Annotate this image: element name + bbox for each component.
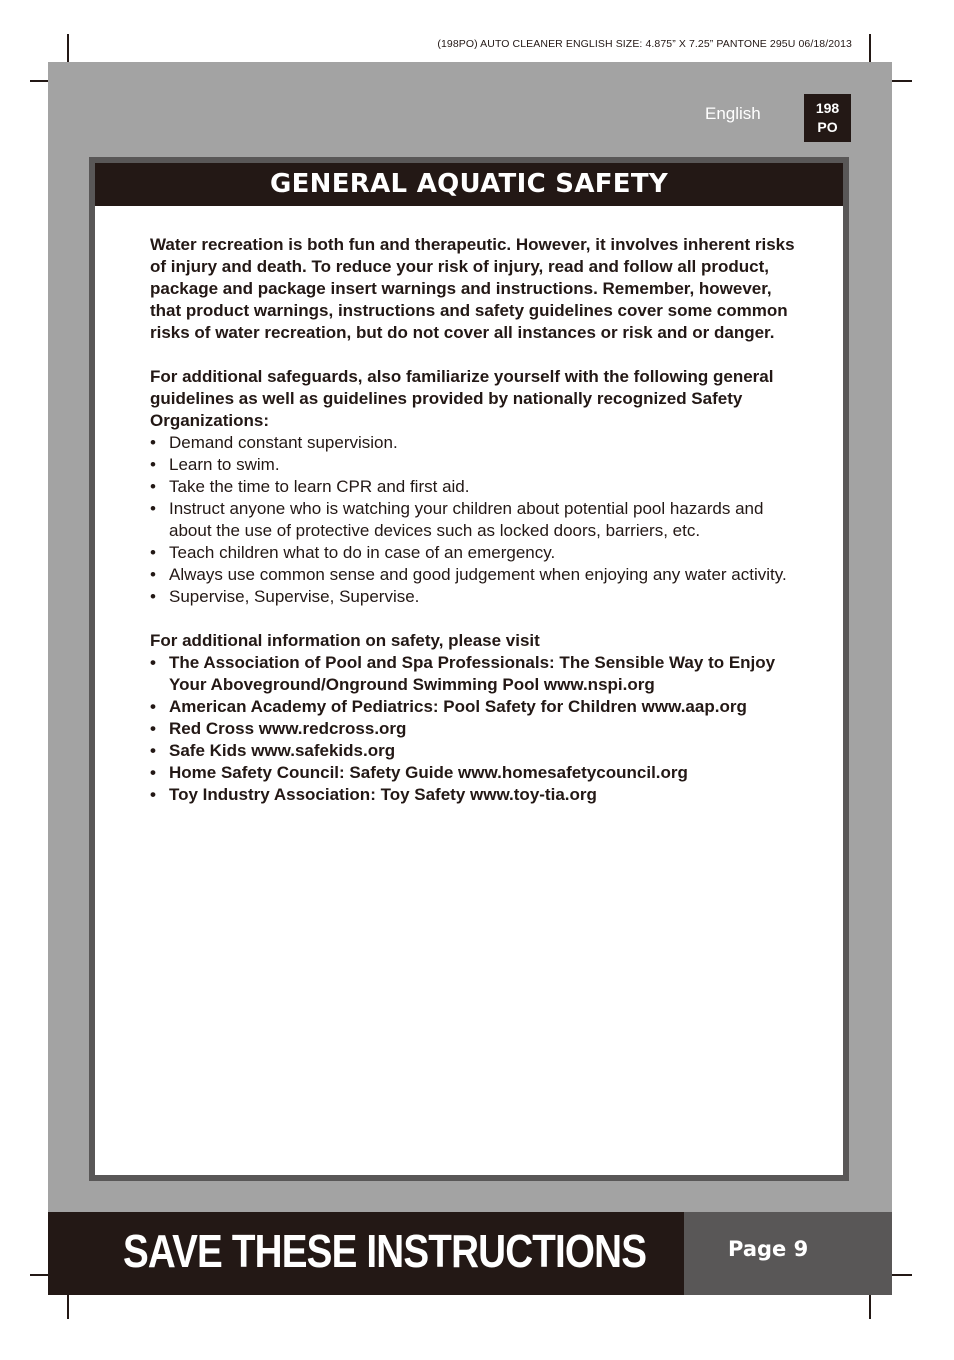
crop-mark xyxy=(30,1274,48,1276)
section-title: GENERAL AQUATIC SAFETY xyxy=(95,163,843,206)
list-item: • Teach children what to do in case of an emergency. xyxy=(150,542,800,564)
crop-mark xyxy=(67,1295,69,1319)
language-label: English xyxy=(705,104,761,123)
model-code-top: 198 xyxy=(815,100,840,116)
list-item: • Instruct anyone who is watching your children about potential pool hazards and about the use of protective devices such as locked doors, barriers, etc. xyxy=(150,498,800,542)
page-number: Page 9 xyxy=(728,1237,809,1261)
list-item: • Learn to swim. xyxy=(150,454,800,476)
safeguards-intro: For additional safeguards, also familiarize yourself with the following general guidelines as well as guidelines provided by nationally recognized Safety Organizations: xyxy=(150,367,774,430)
footer-title: SAVE THESE INSTRUCTIONS xyxy=(123,1225,647,1277)
list-item: • Toy Industry Association: Toy Safety www.toy-tia.org xyxy=(150,784,800,806)
model-code-bottom: PO xyxy=(817,119,838,135)
crop-mark xyxy=(30,80,48,82)
intro-paragraph: Water recreation is both fun and therapeutic. However, it involves inherent risks of injury and death. To reduce your risk of injury, read and follow all product, package and package insert warnings and instructions. Remember, however, that product warnings, instructions and safety guidelines cover some common risks of water recreation, but do not cover all instances or risk and or danger. xyxy=(150,235,795,342)
list-item: • Supervise, Supervise, Supervise. xyxy=(150,586,800,608)
resources-list xyxy=(150,652,800,806)
crop-mark xyxy=(869,34,871,62)
list-item: • Safe Kids www.safekids.org xyxy=(150,740,800,762)
list-item: • American Academy of Pediatrics: Pool Safety for Children www.aap.org xyxy=(150,696,800,718)
list-item: • Take the time to learn CPR and first aid. xyxy=(150,476,800,498)
list-item: • Always use common sense and good judgement when enjoying any water activity. xyxy=(150,564,800,586)
list-item: • Demand constant supervision. xyxy=(150,432,800,454)
safety-panel xyxy=(89,157,849,1181)
print-info: (198PO) AUTO CLEANER ENGLISH SIZE: 4.875” X 7.25” PANTONE 295U 06/18/2013 xyxy=(437,38,852,50)
page-sheet xyxy=(48,62,892,1295)
list-item: • Home Safety Council: Safety Guide www.homesafetycouncil.org xyxy=(150,762,800,784)
list-item: • The Association of Pool and Spa Professionals: The Sensible Way to Enjoy Your Aboveground/Onground Swimming Pool www.nspi.org xyxy=(150,652,800,696)
model-code-badge xyxy=(804,94,851,142)
footer-banner xyxy=(48,1212,684,1295)
crop-mark xyxy=(869,1295,871,1319)
crop-mark xyxy=(67,34,69,62)
page-number-box xyxy=(684,1212,892,1295)
guidelines-list xyxy=(150,432,800,608)
section-content xyxy=(150,234,800,806)
crop-mark xyxy=(892,1274,912,1276)
resources-intro: For additional information on safety, please visit xyxy=(150,631,540,650)
crop-mark xyxy=(892,80,912,82)
list-item: • Red Cross www.redcross.org xyxy=(150,718,800,740)
